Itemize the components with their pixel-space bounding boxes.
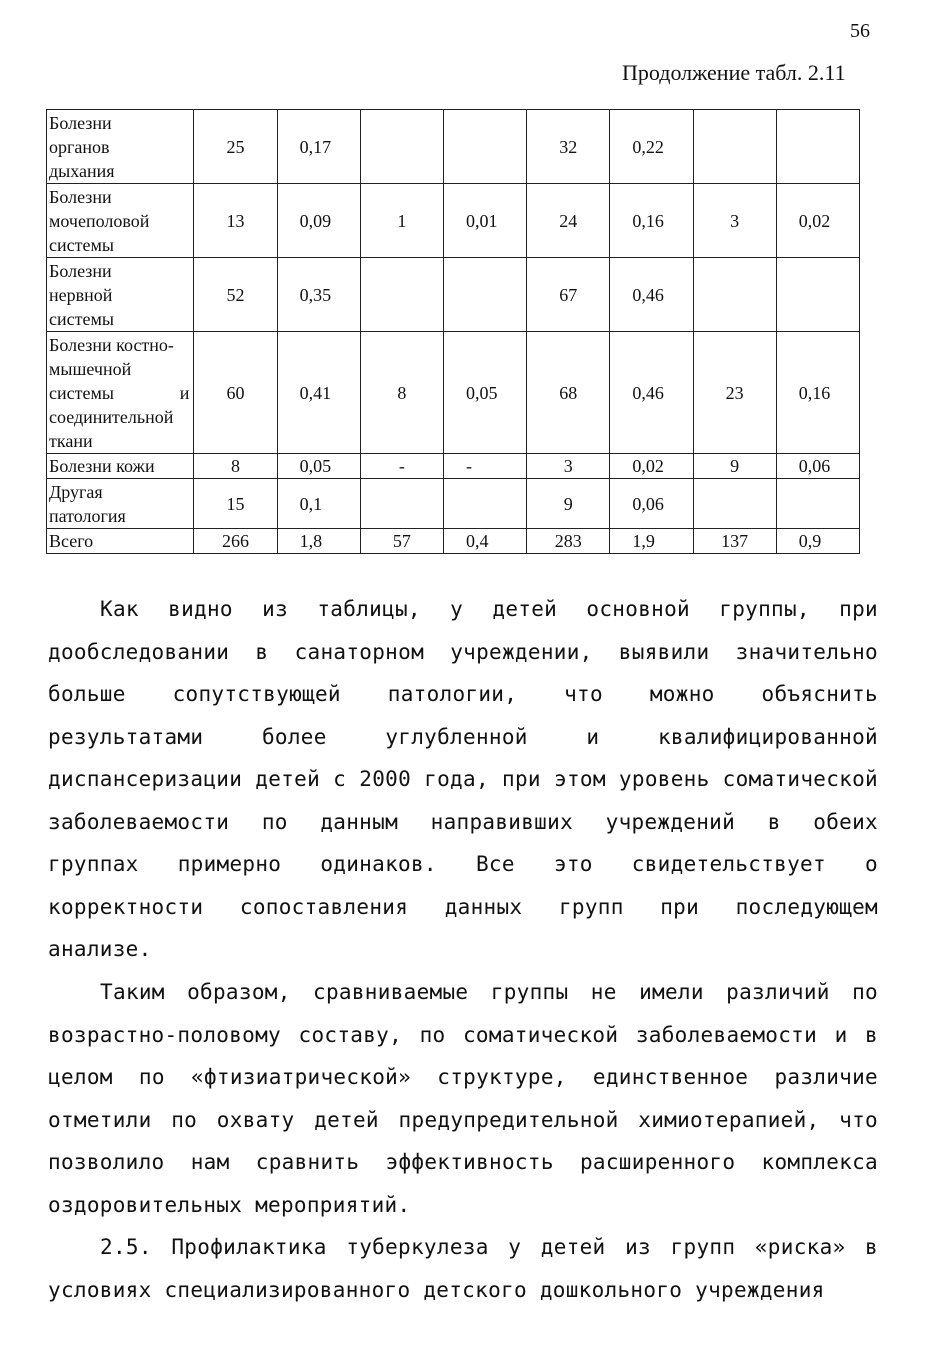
text-line: Таким образом, сравниваемые группы не имели различий по (100, 980, 878, 1004)
table-cell: 0,05 (277, 454, 360, 479)
table-cell: 9 (693, 454, 776, 479)
table-row (47, 110, 860, 184)
text-line: целом по «фтизиатрической» структуре, единственное различие (48, 1065, 878, 1089)
text-line: диспансеризации детей с 2000 года, при этом уровень соматической (48, 767, 878, 791)
text-line: 2.5. Профилактика туберкулеза у детей из групп «риска» в (100, 1235, 878, 1259)
row-label-line: мышечной (49, 358, 132, 379)
table-cell (776, 479, 859, 529)
row-label-line: дыхания (49, 160, 115, 181)
table-cell: 13 (194, 184, 277, 258)
table-cell: 1,9 (610, 529, 693, 554)
table-cell: 60 (194, 332, 277, 454)
row-label-line: нервной (49, 284, 113, 305)
table-cell: 0,02 (776, 184, 859, 258)
table-cell: 0,46 (610, 258, 693, 332)
table-cell (776, 110, 859, 184)
paragraph-2 (48, 971, 878, 1226)
table-cell: 52 (194, 258, 277, 332)
table-row (47, 454, 860, 479)
row-label-line: органов (49, 136, 110, 157)
text-line: больше сопутствующей патологии, что можно объяснить (48, 682, 878, 706)
text-line: заболеваемости по данным направивших учреждений в обеих (48, 809, 878, 834)
row-label-line: Болезни (49, 260, 112, 281)
table-row (47, 529, 860, 554)
table-cell (360, 258, 443, 332)
table-row (47, 184, 860, 258)
table-cell: 0,22 (610, 110, 693, 184)
table-cell: 0,17 (277, 110, 360, 184)
text-line: результатами более углубленной и квалифицированной (48, 724, 878, 749)
table-cell: 283 (527, 529, 610, 554)
table-cell (443, 110, 526, 184)
table-cell: 1,8 (277, 529, 360, 554)
table-cell: 9 (527, 479, 610, 529)
table-cell: 0,16 (776, 332, 859, 454)
table-cell: 0,46 (610, 332, 693, 454)
table-cell (443, 258, 526, 332)
table-cell: 0,1 (277, 479, 360, 529)
table-cell: 1 (360, 184, 443, 258)
table-cell (360, 110, 443, 184)
table-cell: 0,41 (277, 332, 360, 454)
row-label-line: Болезни (49, 186, 112, 207)
table-cell: 68 (527, 332, 610, 454)
text-line: позволило нам сравнить эффективность расширенного комплекса (48, 1150, 878, 1174)
table-cell: 0,09 (277, 184, 360, 258)
table-row (47, 479, 860, 529)
row-label-line: Болезни кожи (49, 456, 155, 476)
table-cell: 0,35 (277, 258, 360, 332)
row-label-line: патология (49, 505, 126, 526)
table-cell: 32 (527, 110, 610, 184)
page-number: 56 (850, 20, 870, 42)
table-cell: 137 (693, 529, 776, 554)
table-cell: - (360, 454, 443, 479)
text-line: анализе. (48, 937, 152, 961)
row-label (47, 184, 194, 258)
text-line: условиях специализированного детского дошкольного учреждения (48, 1277, 825, 1302)
text-line: дообследовании в санаторном учреждении, выявили значительно (48, 639, 878, 664)
row-label-line: системы (49, 234, 114, 255)
table-cell: 0,16 (610, 184, 693, 258)
text-line: корректности сопоставления данных групп при последующем (48, 894, 878, 919)
table-cell: 0,9 (776, 529, 859, 554)
paragraph-1 (48, 588, 878, 971)
table-cell: 24 (527, 184, 610, 258)
table-cell (360, 479, 443, 529)
row-label (47, 479, 194, 529)
row-label (47, 529, 194, 554)
table-cell: 25 (194, 110, 277, 184)
row-label-line: Другая (49, 481, 103, 502)
row-label-line: системы (49, 308, 114, 329)
row-label (47, 454, 194, 479)
table-cell (776, 258, 859, 332)
text-line: Как видно из таблицы, у детей основной группы, при (100, 597, 878, 621)
table-cell: 0,01 (443, 184, 526, 258)
row-label-line: мочеполовой (49, 210, 150, 231)
table-cell: 0,02 (610, 454, 693, 479)
table-cell (693, 110, 776, 184)
table-row (47, 258, 860, 332)
table-cell: 0,06 (610, 479, 693, 529)
text-line: отметили по охвату детей предупредительной химиотерапией, что (48, 1107, 878, 1132)
table-cell (693, 479, 776, 529)
text-line: оздоровительных мероприятий. (48, 1192, 411, 1217)
row-label (47, 332, 194, 454)
row-label-line: соединительной (49, 406, 174, 427)
table-cell: 3 (693, 184, 776, 258)
table-caption: Продолжение табл. 2.11 (622, 60, 846, 85)
row-label (47, 258, 194, 332)
table-cell: 8 (194, 454, 277, 479)
table-cell: 0,06 (776, 454, 859, 479)
text-line: группах примерно одинаков. Все это свидетельствует о (48, 852, 878, 876)
row-label-line: Болезни костно- (49, 334, 174, 355)
table-cell: - (443, 454, 526, 479)
row-label (47, 110, 194, 184)
data-table (46, 109, 860, 554)
text-line: возрастно-половому составу, по соматической заболеваемости и в (48, 1022, 878, 1047)
table-cell (443, 479, 526, 529)
table-cell: 23 (693, 332, 776, 454)
table-cell: 67 (527, 258, 610, 332)
row-label-line: Болезни (49, 112, 112, 133)
table-cell: 266 (194, 529, 277, 554)
table-cell: 15 (194, 479, 277, 529)
table-cell: 3 (527, 454, 610, 479)
table-row (47, 332, 860, 454)
row-label-line: Всего (49, 531, 94, 551)
table-cell: 0,4 (443, 529, 526, 554)
table-cell (693, 258, 776, 332)
table-cell: 57 (360, 529, 443, 554)
table-cell: 0,05 (443, 332, 526, 454)
table-cell: 8 (360, 332, 443, 454)
row-label-line: ткани (49, 430, 93, 451)
section-heading-2-5 (48, 1226, 878, 1311)
row-label-line: системы и (49, 382, 190, 403)
